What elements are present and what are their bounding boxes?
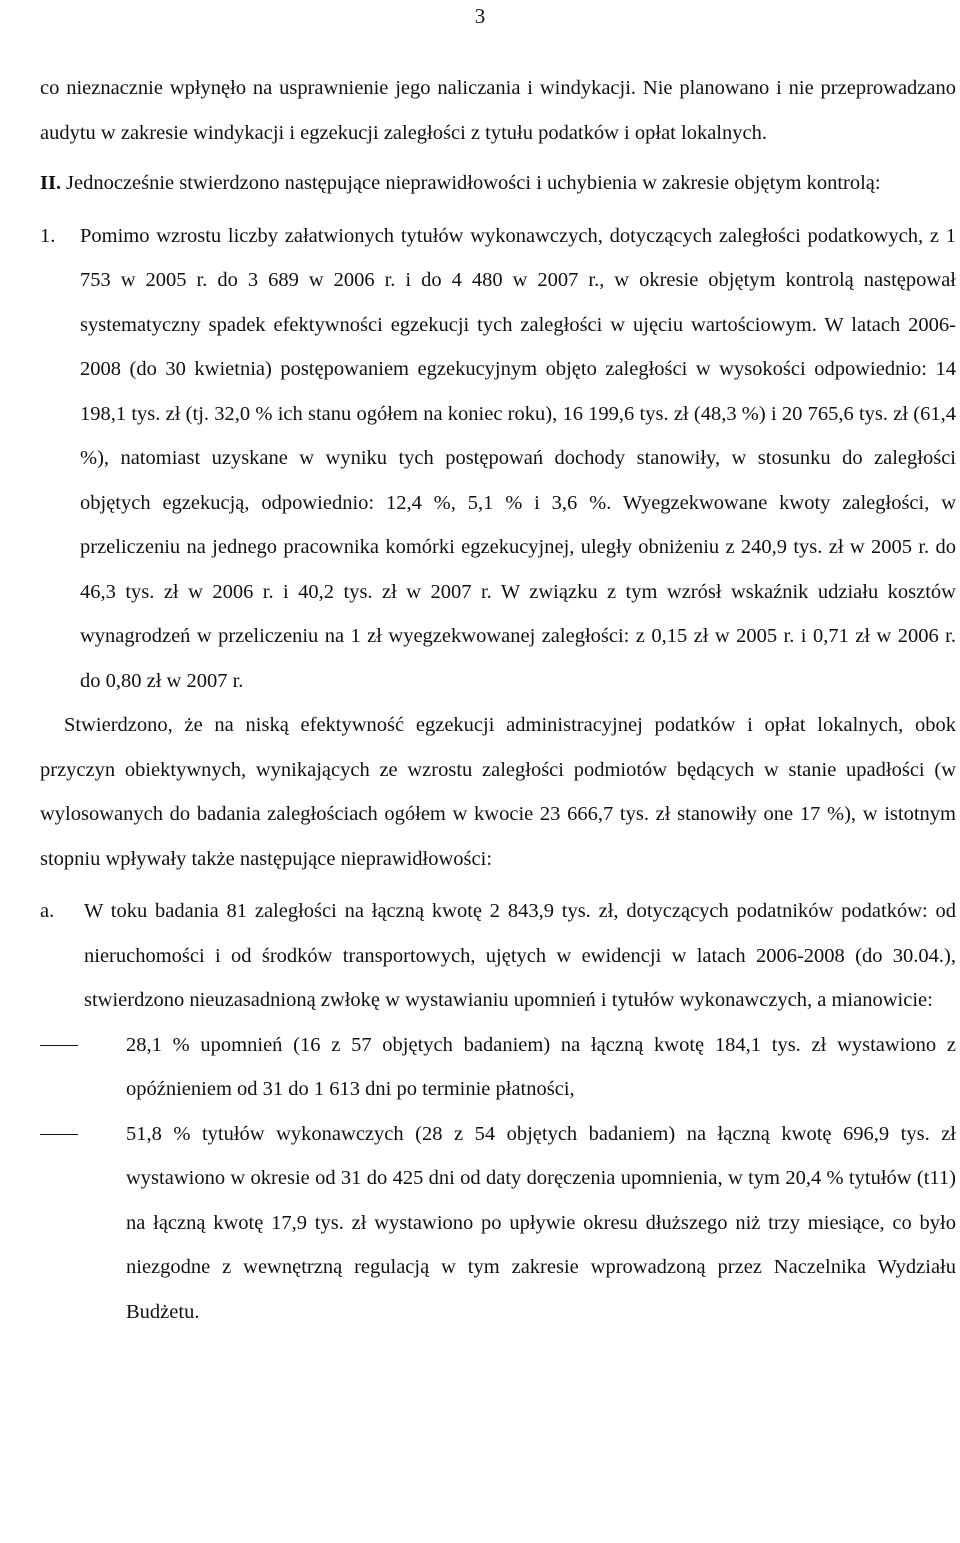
document-body bbox=[40, 66, 956, 1334]
section-text: Jednocześnie stwierdzono następujące nieprawidłowości i uchybienia w zakresie objętym kontrolą: bbox=[66, 172, 881, 194]
list-item bbox=[40, 1023, 956, 1112]
lettered-item-a bbox=[40, 889, 956, 1023]
list-item-text: 28,1 % upomnień (16 z 57 objętych badaniem) na łączną kwotę 184,1 tys. zł wystawiono z opóźnieniem od 31 do 1 613 dni po terminie płatności, bbox=[126, 1033, 956, 1100]
section-ii bbox=[40, 161, 956, 206]
page-number: 3 bbox=[474, 4, 486, 28]
dash-bullet bbox=[40, 1112, 126, 1335]
item-a-body bbox=[84, 889, 956, 1023]
numbered-item-1 bbox=[40, 214, 956, 704]
list-item bbox=[40, 1112, 956, 1335]
item-text: Pomimo wzrostu liczby załatwionych tytułów wykonawczych, dotyczących zaległości podatkowych, z 1 753 w 2005 r. do 3 689 w 2006 r. i do 4 480 w 2007 r., w okresie objętym kontrolą następował systematyczny spadek efektywności egzekucji tych zaległości w ujęciu wartościowym. W latach 2006-2008 (do 30 kwietnia) postępowaniem egzekucyjnym objęto zaległości w wysokości odpowiednio: 14 198,1 tys. zł (tj. 32,0 % ich stanu ogółem na koniec roku), 16 199,6 tys. zł (48,3 %) i 20 765,6 tys. zł (61,4 %), natomiast uzyskane w wyniku tych postępowań dochody stanowiły, w stosunku do zaległości objętych egzekucją, odpowiednio: 12,4 %, 5,1 % i 3,6 %. Wyegzekwowane kwoty zaległości, w przeliczeniu na jednego pracownika komórki egzekucyjnej, uległy obniżeniu z 240,9 tys. zł w 2005 r. do 46,3 tys. zł w 2006 r. i 40,2 tys. zł w 2007 r. W związku z tym wzrósł wskaźnik udziału kosztów wynagrodzeń w przeliczeniu na 1 zł wyegzekwowanej zaległości: z 0,15 zł w 2005 r. i 0,71 zł w 2006 r. do 0,80 zł w 2007 r. bbox=[80, 224, 956, 692]
dash-bullet bbox=[40, 1023, 126, 1112]
section-number: II. bbox=[40, 172, 62, 194]
dash-list bbox=[40, 1023, 956, 1335]
paragraph: Stwierdzono, że na niską efektywność egzekucji administracyjnej podatków i opłat lokalnych, obok przyczyn obiektywnych, wynikających ze wzrostu zaległości podmiotów będących w stanie upadłości (w wylosowanych do badania zaległościach ogółem w kwocie 23 666,7 tys. zł stanowiły one 17 %), w istotnym stopniu wpływały także następujące nieprawidłowości: bbox=[40, 714, 956, 870]
item-a-text: W toku badania 81 zaległości na łączną kwotę 2 843,9 tys. zł, dotyczących podatników podatków: od nieruchomości i od środków transportowych, ujętych w ewidencji w latach 2006-2008 (do 30.04.), stwierdzono nieuzasadnioną zwłokę w wystawianiu upomnień i tytułów wykonawczych, a mianowicie: bbox=[84, 900, 956, 1011]
intro-paragraph: co nieznacznie wpłynęło na usprawnienie jego naliczania i windykacji. Nie planowano i nie przeprowadzano audytu w zakresie windykacji i egzekucji zaległości z tytułu podatków i opłat lokalnych. bbox=[40, 77, 956, 144]
list-item-text: 51,8 % tytułów wykonawczych (28 z 54 objętych badaniem) na łączną kwotę 696,9 tys. zł wystawiono w okresie od 31 do 425 dni od daty doręczenia upomnienia, w tym 20,4 % tytułów (t11) na łączną kwotę 17,9 tys. zł wystawiono po upływie okresu dłuższego niż trzy miesiące, co było niezgodne z wewnętrzną regulacją w tym zakresie wprowadzoną przez Naczelnika Wydziału Budżetu. bbox=[126, 1122, 956, 1323]
item-number: 1. bbox=[40, 224, 56, 247]
item-letter: a. bbox=[40, 900, 55, 922]
